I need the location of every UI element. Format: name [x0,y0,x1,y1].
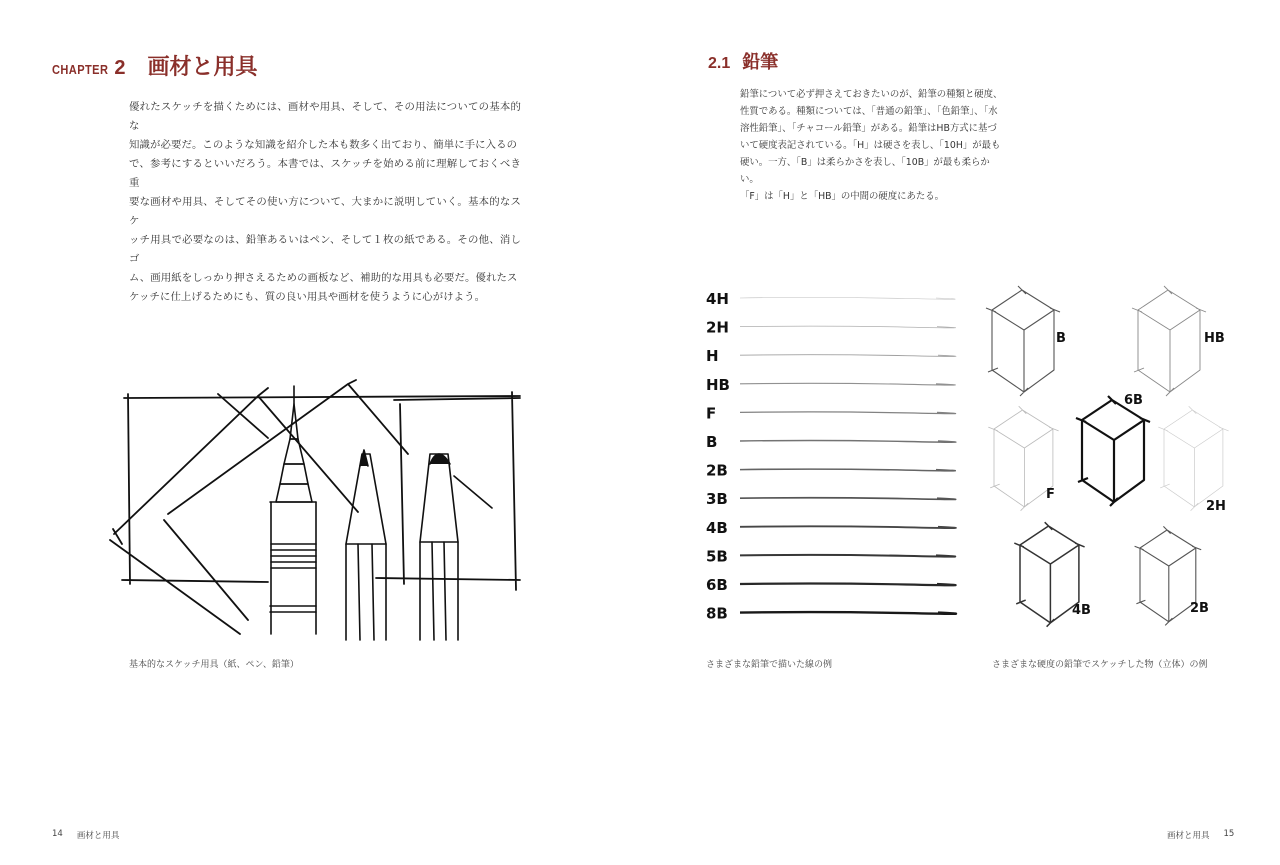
body-line: 性質である。種類については、「普通の鉛筆」、「色鉛筆」、「水 [740,106,998,117]
cube-label: 2B [1190,601,1209,616]
grade-label: H [706,347,719,366]
grade-label: 3B [706,490,728,509]
grade-label: 2H [706,318,729,337]
grade-line [740,298,955,300]
grade-line [740,326,956,328]
folio-left [52,829,119,841]
section-heading [708,48,778,74]
grade-line [740,584,956,586]
intro-line: 要な画材や用具、そしてその使い方について、大まかに説明していく。基本的なスケ [129,196,521,227]
cube-label: 2H [1206,499,1226,514]
cube-sketch [1132,286,1206,396]
running-head: 画材と用具 [1167,831,1210,841]
body-line: 溶性鉛筆」、「チャコール鉛筆」がある。鉛筆はHB方式に基づ [740,123,997,134]
grade-label: HB [706,375,730,394]
page-number: 14 [52,829,63,839]
grade-line [740,355,956,357]
grade-label: 4H [706,290,729,308]
grade-line [740,526,956,528]
grade-line [740,441,956,443]
cubes-caption: さまざまな硬度の鉛筆でスケッチした物（立体）の例 [992,660,1208,670]
intro-paragraph [129,98,521,307]
cube-label: B [1056,331,1066,346]
body-line: 鉛筆について必ず押さえておきたいのが、鉛筆の種類と硬度、 [740,89,1003,100]
cube-sketch [986,286,1060,396]
figure-caption: 基本的なスケッチ用具（紙、ペン、鉛筆） [129,660,299,670]
cube-label: HB [1204,331,1225,346]
body-line: 硬い。一方、「B」は柔らかさを表し、「10B」が最も柔らかい。 [740,157,990,185]
cube-label: F [1046,487,1055,502]
intro-line: ッチ用具で必要なのは、鉛筆あるいはペン、そして１枚の紙である。その他、消しゴ [129,234,521,265]
body-line: 「F」は「H」と「HB」の中間の硬度にあたる。 [740,191,945,202]
right-page [640,0,1280,865]
page-number: 15 [1223,829,1235,839]
grade-line [740,612,956,614]
grade-line [740,383,955,385]
grade-label: 6B [706,576,728,594]
grade-label: 8B [706,604,728,623]
cube-label: 6B [1124,393,1143,408]
folio-right [1167,829,1234,841]
chapter-heading [52,50,257,81]
sketch-tools-illustration [108,384,528,644]
grade-label: 4B [706,518,728,537]
cube-sketches [980,280,1240,630]
chapter-title: 画材と用具 [147,55,258,80]
grade-label: 5B [706,547,728,566]
grade-line [740,555,955,557]
cube-sketch [1158,406,1228,511]
pencil-line-examples [706,284,976,629]
section-body [740,86,1008,205]
grade-label: 2B [706,461,728,480]
intro-line: で、参考にするといいだろう。本書では、スケッチを始める前に理解しておくべき重 [129,158,521,189]
chapter-number: 2 [114,57,126,79]
cube-sketch [1076,396,1150,506]
section-title: 鉛筆 [742,52,779,73]
cube-label: 4B [1072,603,1091,618]
intro-line: 知識が必要だ。このような知識を紹介した本も数多く出ており、簡単に手に入るの [129,139,518,151]
section-number: 2.1 [708,55,731,72]
grade-label: F [706,404,717,423]
lines-caption: さまざまな鉛筆で描いた線の例 [706,660,833,670]
chapter-label: CHAPTER [52,62,109,77]
grade-line [740,412,956,414]
grade-line [740,469,955,471]
grade-label: B [706,433,718,451]
grade-line [740,498,956,500]
intro-line: ケッチに仕上げるためにも、質の良い用具や画材を使うように心がけよう。 [129,291,486,303]
body-line: いて硬度表記されている。「H」は硬さを表し、「10H」が最も [740,140,1001,151]
intro-line: 優れたスケッチを描くためには、画材や用具、そして、その用法についての基本的な [129,101,521,132]
intro-line: ム、画用紙をしっかり押さえるための画板など、補助的な用具も必要だ。優れたス [129,272,518,284]
running-head: 画材と用具 [76,831,120,841]
